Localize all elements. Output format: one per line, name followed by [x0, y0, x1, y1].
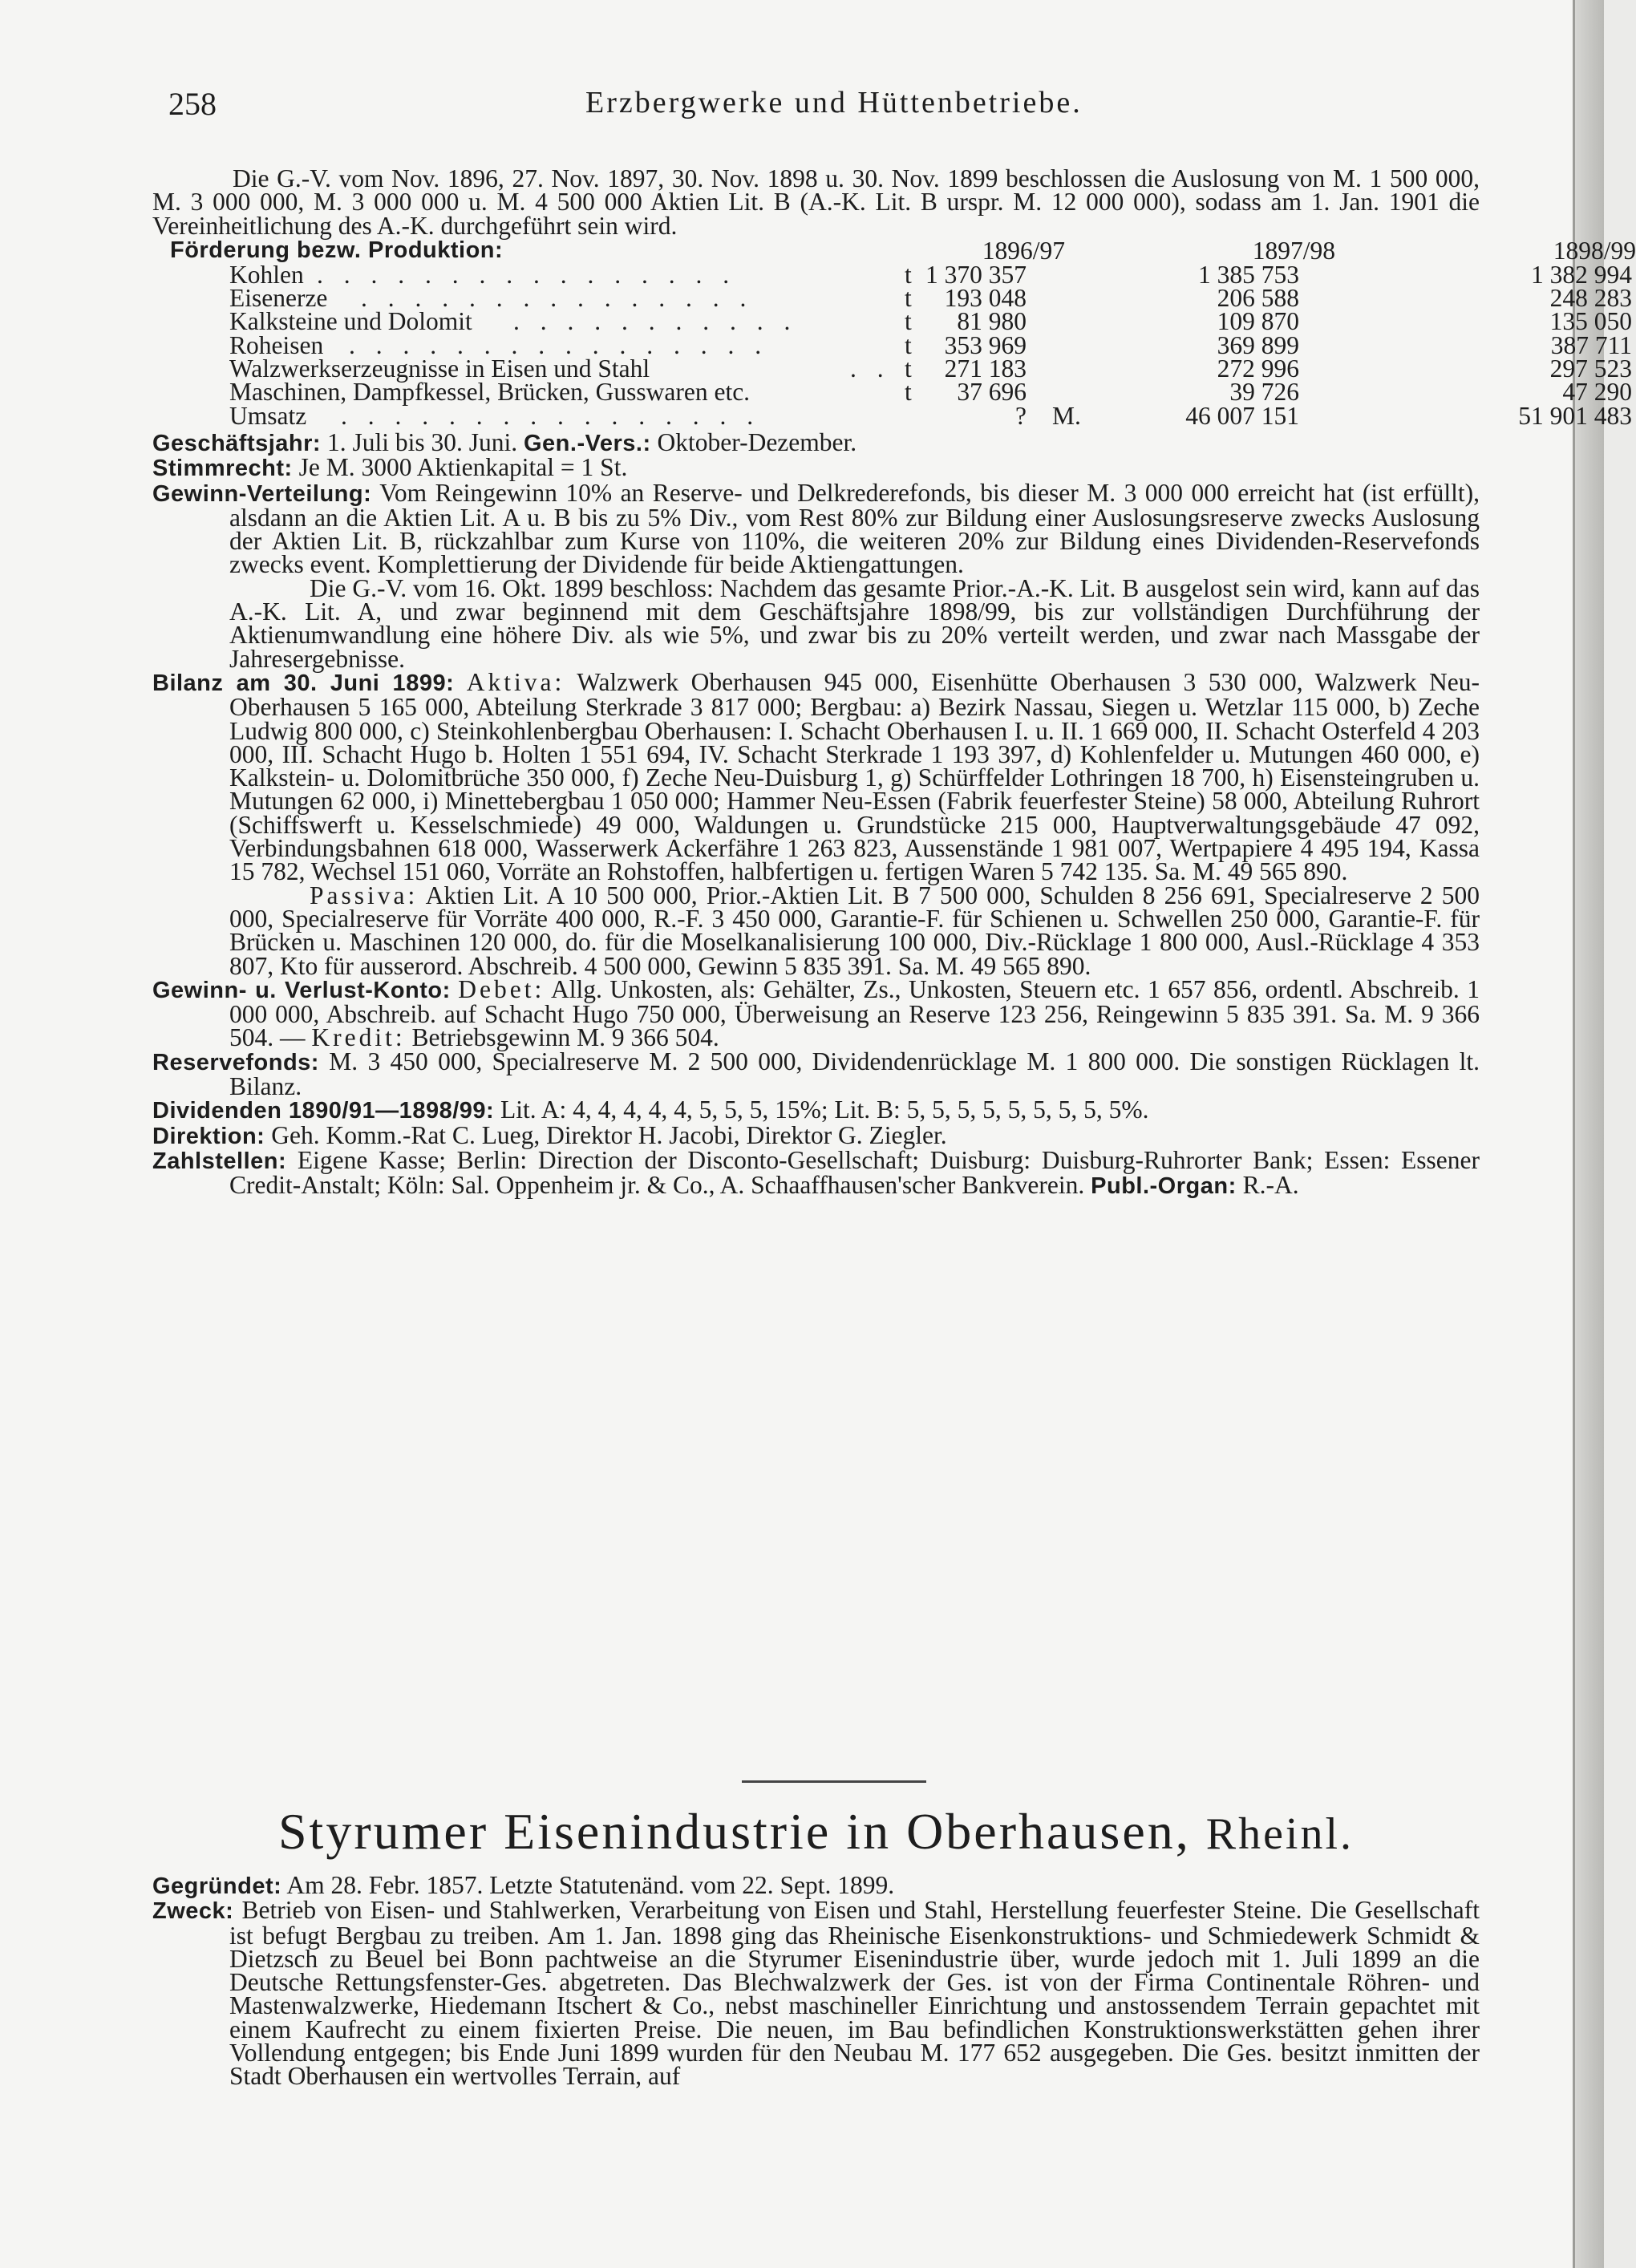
leader-dots: . . . . . . . . . . . . . . . . — [349, 330, 769, 359]
bilanz-label: Bilanz am 30. Juni 1899: — [152, 670, 455, 696]
running-head-title: Erzbergwerke und Hüttenbetriebe. — [585, 86, 1083, 119]
running-head — [168, 85, 1476, 127]
dividenden-label: Dividenden 1890/91—1898/99: — [152, 1098, 495, 1124]
stimmrecht-text: Je M. 3000 Aktienkapital = 1 St. — [298, 453, 628, 482]
company-two-name: Styrumer Eisenindustrie in Oberhausen, — [277, 1803, 1191, 1860]
production-header — [152, 236, 1636, 265]
production-value: 135 050 — [1549, 307, 1632, 336]
production-value: 272 996 — [1217, 354, 1299, 383]
reservefonds-entry — [152, 1047, 1480, 1100]
zweck-label: Zweck: — [152, 1898, 234, 1925]
production-row-unit: t — [905, 330, 912, 359]
gewinn-verteilung-text: Vom Reingewinn 10% an Reserve- und Delkrederefonds, bis dieser M. 3 000 000 erreicht hat (ist erfüllt), alsdann an die Aktien Lit. A u. B bis zu 5% Div., vom Rest 80% zur Bildung einer Auslosungsreserve zwecks Auslosung der Aktien Lit. B, rückzahlbar zum Kurse von 110%, die weiteren 20% zur Bildung eines Dividenden-Reservefonds zwecks event. Komplettierung der Dividende für beide Aktiengattungen. — [229, 478, 1480, 579]
aktiva-text: Walzwerk Oberhausen 945 000, Eisenhütte Oberhausen 3 530 000, Walzwerk Neu-Oberhausen 5 165 000, Abteilung Sterkrade 3 817 000; Bergbau: a) Bezirk Nassau, Siegen u. Wetzlar 115 000, b) Zeche Ludwig 800 000, c) Steinkohlenbergbau Oberhausen: I. Schacht Oberhausen I. u. II. 1 669 000, II. Schacht Osterfeld 4 203 000, III. Schacht Hugo b. Holten 1 551 694, IV. Schacht Sterkrade 1 193 397, d) Kohlenfelder u. Mutungen 460 000, e) Kalkstein- u. Dolomitbrüche 350 000, f) Zeche Neu-Duisburg 1, g) Schürffelder Lothringen 18 700, h) Eisensteingruben u. Mutungen 62 000, i) Minettebergbau 1 050 000; Hammer Neu-Essen (Fabrik feuerfester Steine) 58 000, Abteilung Ruhrort (Schiffswerft u. Kesselschmiede) 49 000, Waldungen u. Grundstücke 215 000, Hauptverwaltungsgebäude 47 092, Verbindungsbahnen 618 000, Wasserwerk Ackerfähre 1 263 823, Aussenstände 1 981 007, Wertpapiere 4 495 194, Kassa 15 782, Wechsel 151 060, Vorräte an Rohstoffen, halbfertigen u. fertigen Waren 5 742 135. Sa. M. 49 565 890. — [229, 667, 1480, 886]
production-value: 109 870 — [1217, 307, 1299, 336]
production-year-2: 1897/98 — [1252, 236, 1335, 265]
publ-organ-label: Publ.-Organ: — [1091, 1173, 1237, 1200]
publ-organ-text: R.-A. — [1242, 1171, 1299, 1200]
production-row-roheisen — [152, 330, 1632, 359]
production-table — [152, 260, 1632, 430]
production-row-unit: t — [905, 378, 912, 407]
geschaeftsjahr-label: Geschäftsjahr: — [152, 430, 322, 456]
direktion-label: Direktion: — [152, 1123, 265, 1149]
production-value: 271 183 — [944, 354, 1027, 383]
kredit-text: Betriebsgewinn M. 9 366 504. — [411, 1023, 719, 1052]
production-row-unit: t — [905, 307, 912, 336]
leader-dots: . . . . . . . . . . . . . . . . — [341, 401, 761, 430]
gewinn-verteilung-entry — [152, 478, 1480, 579]
debet-text: Allg. Unkosten, als: Gehälter, Zs., Unkosten, Steuern etc. 1 657 856, ordentl. Abschreib. 1 000 000, Abschreib. auf Schacht Hugo 750 000, Überweisung an Reserve 123 256, Reingewinn 5 835 391. Sa. M. 9 366 504. — — [229, 974, 1480, 1052]
section-divider-rule — [742, 1780, 926, 1783]
stimmrecht-label: Stimmrecht: — [152, 456, 293, 482]
guv-entry — [152, 974, 1480, 1052]
zahlstellen-entry — [152, 1145, 1480, 1200]
production-value: 47 290 — [1562, 378, 1632, 407]
production-value: 369 899 — [1217, 330, 1299, 359]
zweck-text: Betrieb von Eisen- und Stahlwerken, Verarbeitung von Eisen und Stahl, Herstellung feuerfester Steine. Die Gesellschaft ist befugt Bergbau zu treiben. Am 1. Jan. 1898 ging das Rheinische Eisenkonstruktions- und Schmiedewerk Schmidt & Dietzsch zu Beuel bei Bonn pachtweise an die Styrumer Eisenindustrie über, wurde jedoch mit 1. Juli 1899 an die Deutsche Rettungsfenster-Ges. abgetreten. Das Blechwalzwerk der Ges. ist von der Firma Continentale Röhren- und Mastenwalzwerke, Hiedemann Itschert & Co., nebst maschineller Einrichtung und anstossendem Terrain gepachtet mit einem Kaufrecht zu einem fixierten Preise. Die neuen, im Bau befindlichen Konstruktionswerkstätten gehen ihrer Vollendung entgegen; bis Ende Juni 1899 wurden für den Neubau M. 177 652 ausgegeben. Die Ges. besitzt inmitten der Stadt Oberhausen ein wertvolles Terrain, auf — [229, 1896, 1480, 2091]
production-row-kohlen — [152, 260, 1632, 289]
passiva-text: Aktien Lit. A 10 500 000, Prior.-Aktien Lit. B 7 500 000, Schulden 8 256 691, Specialreserve 2 500 000, Specialreserve für Vorräte 400 000, R.-F. 3 450 000, Garantie-F. für Schienen u. Schwellen 250 000, Garantie-F. für Brücken u. Maschinen 120 000, do. für die Moselkanalisierung 100 000, Div.-Rücklage 1 800 000, Ausl.-Rücklage 4 353 807, Kto für ausserord. Abschreib. 4 500 000, Gewinn 5 835 391. Sa. M. 49 565 890. — [229, 881, 1480, 980]
stimmrecht-entry — [152, 453, 1480, 482]
production-row-eisenerze — [152, 284, 1632, 313]
production-value: 81 980 — [957, 307, 1027, 336]
genvers-text: Oktober-Dezember. — [657, 427, 857, 456]
production-row-name: Maschinen, Dampfkessel, Brücken, Gusswaren etc. — [229, 378, 751, 407]
direktion-entry — [152, 1120, 1480, 1149]
debet-label: Debet: — [458, 974, 545, 1003]
production-row-name: Walzwerkserzeugnisse in Eisen und Stahl — [229, 354, 650, 383]
production-value: 1 382 994 — [1531, 260, 1632, 289]
production-value: 248 283 — [1549, 284, 1632, 313]
gegruendet-entry — [152, 1873, 1480, 1898]
dividenden-text: Lit. A: 4, 4, 4, 4, 4, 5, 5, 5, 15%; Lit. B: 5, 5, 5, 5, 5, 5, 5, 5, 5%. — [500, 1096, 1149, 1124]
intro-paragraph: Die G.-V. vom Nov. 1896, 27. Nov. 1897, 30. Nov. 1898 u. 30. Nov. 1899 beschlossen die Auslosung von M. 1 500 000, M. 3 000 000, M. 3 000 000 u. M. 4 500 000 Aktien Lit. B (A.-K. Lit. B urspr. M. 12 000 000), sodass am 1. Jan. 1901 die Vereinheitlichung des A.-K. durchgeführt sein wird. — [152, 164, 1480, 240]
company-two-title — [152, 1803, 1480, 1863]
production-row-name: Eisenerze — [229, 284, 328, 313]
bilanz-entry — [152, 667, 1480, 886]
production-row-walzwerk — [152, 354, 1632, 383]
production-row-name: Kalksteine und Dolomit — [229, 307, 472, 336]
production-value: 206 588 — [1217, 284, 1299, 313]
zweck-entry — [152, 1896, 1480, 2091]
production-year-3: 1898/99 — [1553, 236, 1636, 265]
production-value: 297 523 — [1549, 354, 1632, 383]
production-row-unit: M. — [1052, 401, 1081, 430]
gegruendet-text: Am 28. Febr. 1857. Letzte Statutenänd. vom 22. Sept. 1899. — [286, 1871, 895, 1899]
leader-dots: . . . . . . . . . . . . . . . . — [317, 260, 737, 289]
aktiva-label: Aktiva: — [466, 667, 565, 696]
geschaeftsjahr-entry — [152, 427, 1480, 456]
zahlstellen-label: Zahlstellen: — [152, 1148, 287, 1174]
zahlstellen-text: Eigene Kasse; Berlin: Direction der Disconto-Gesellschaft; Duisburg: Duisburg-Ruhrorter Bank; Essen: Essener Credit-Anstalt; Köln: Sal. Oppenheim jr. & Co., A. Schaaffhausen'scher Bankverein. — [229, 1145, 1480, 1200]
direktion-text: Geh. Komm.-Rat C. Lueg, Direktor H. Jacobi, Direktor G. Ziegler. — [271, 1120, 947, 1149]
production-value: 46 007 151 — [1185, 401, 1299, 430]
production-value: 1 385 753 — [1198, 260, 1299, 289]
leader-dots: . . — [850, 354, 891, 383]
company-one-section — [152, 164, 1636, 1200]
production-value: ? — [1015, 401, 1027, 430]
reservefonds-label: Reservefonds: — [152, 1049, 319, 1075]
production-value: 37 696 — [957, 378, 1027, 407]
production-row-umsatz — [152, 401, 1632, 430]
passiva-label: Passiva: — [310, 881, 419, 909]
production-value: 353 969 — [944, 330, 1027, 359]
gewinn-verteilung-continued: Die G.-V. vom 16. Okt. 1899 beschloss: Nachdem das gesamte Prior.-A.-K. Lit. B ausgelost sein wird, kann auf das A.-K. Lit. A, und zwar beginnend mit dem Geschäftsjahre 1898/99, bis zur vollständigen Durchführung der Aktienumwandlung eine höhere Div. als wie 5%, und zwar bis zu 20% verteilt werden, und zwar nach Massgabe der Jahresergebnisse. — [229, 573, 1480, 673]
production-value: 39 726 — [1229, 378, 1299, 407]
production-row-name: Umsatz — [229, 401, 307, 430]
production-year-1: 1896/97 — [982, 236, 1065, 265]
kredit-label: Kredit: — [311, 1023, 406, 1052]
production-row-unit: t — [905, 354, 912, 383]
production-value: 51 901 483 — [1518, 401, 1632, 430]
company-two-location: Rheinl. — [1205, 1809, 1355, 1859]
passiva-entry — [152, 881, 1480, 980]
production-row-name: Roheisen — [229, 330, 324, 359]
guv-label: Gewinn- u. Verlust-Konto: — [152, 977, 451, 1003]
production-row-unit: t — [905, 260, 912, 289]
production-row-unit: t — [905, 284, 912, 313]
production-row-maschinen — [152, 378, 1632, 407]
leader-dots: . . . . . . . . . . . . . . . — [361, 284, 754, 313]
page-number: 258 — [168, 86, 217, 122]
production-value: 387 711 — [1550, 330, 1632, 359]
gegruendet-label: Gegründet: — [152, 1873, 282, 1899]
dividenden-entry — [152, 1098, 1480, 1123]
company-two-section — [152, 1871, 1480, 2091]
production-row-name: Kohlen — [229, 260, 304, 289]
reservefonds-text: M. 3 450 000, Specialreserve M. 2 500 000, Dividendenrücklage M. 1 800 000. Die sonstigen Rücklagen lt. Bilanz. — [229, 1047, 1480, 1100]
leader-dots: . . . . . . . . . . . — [513, 307, 798, 336]
gewinn-verteilung-label: Gewinn-Verteilung: — [152, 480, 372, 507]
production-value: 1 370 357 — [925, 260, 1027, 289]
genvers-label: Gen.-Vers.: — [524, 430, 651, 456]
production-value: 193 048 — [944, 284, 1027, 313]
geschaeftsjahr-text: 1. Juli bis 30. Juni. — [326, 427, 518, 456]
production-heading: Förderung bezw. Produktion: — [170, 237, 504, 263]
production-row-kalksteine — [152, 307, 1632, 336]
